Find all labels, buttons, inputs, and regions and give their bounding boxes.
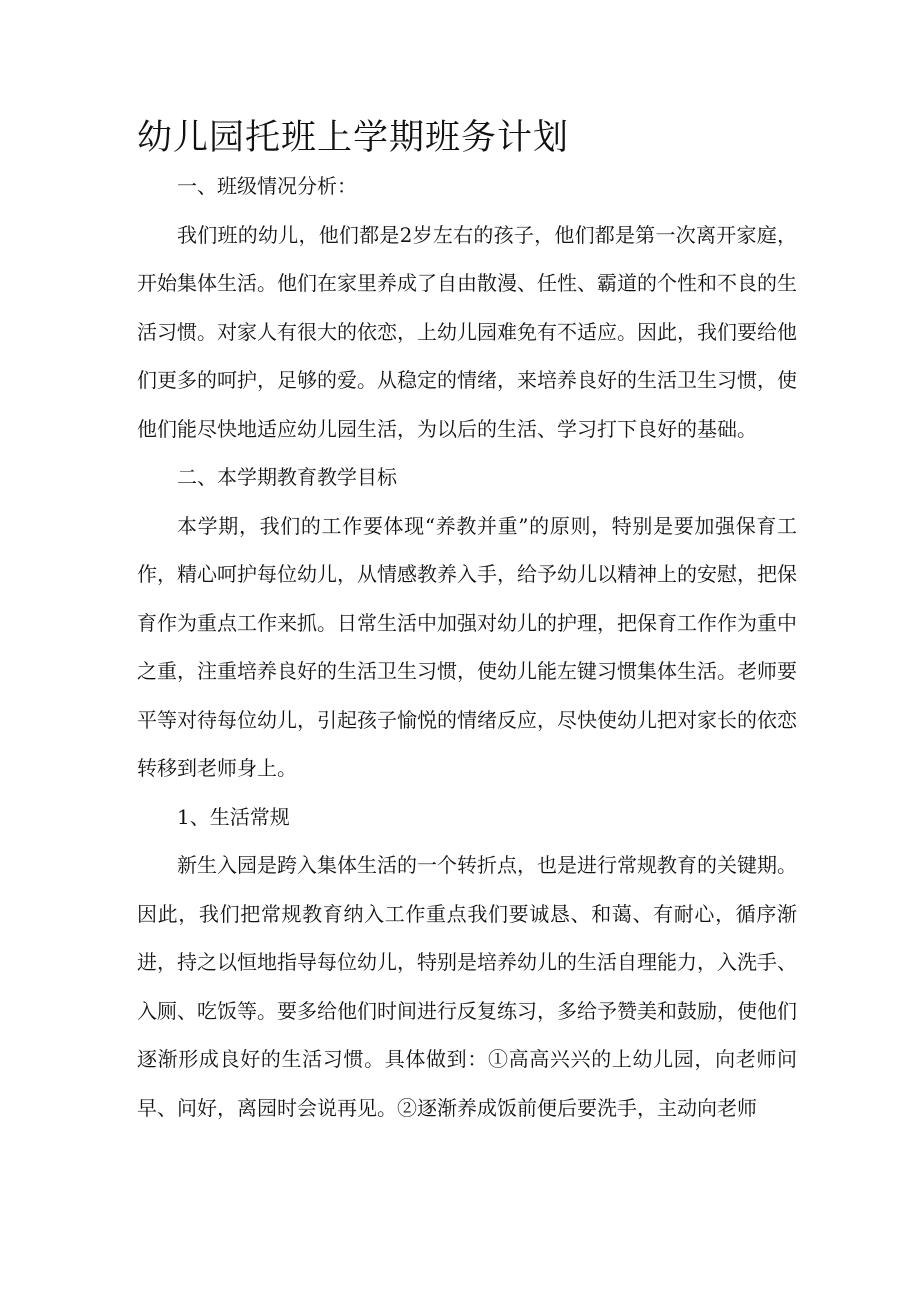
paragraph-class-analysis: 我们班的幼儿，他们都是2岁左右的孩子，他们都是第一次离开家庭，开始集体生活。他们在家里养成了自由散漫、任性、霸道的个性和不良的生活习惯。对家人有很大的依恋，上幼儿园难免有不适应。因此，我们要给他们更多的呵护，足够的爱。从稳定的情绪，来培养良好的生活卫生习惯，使他们能尽快地适应幼儿园生活，为以后的生活、学习打下良好的基础。 <box>137 222 797 441</box>
paragraph-teaching-goals: 本学期，我们的工作要体现“养教并重”的原则，特别是要加强保育工作，精心呵护每位幼儿，从情感教养入手，给予幼儿以精神上的安慰，把保育作为重点工作来抓。日常生活中加强对幼儿的护理，把保育工作作为重中之重，注重培养良好的生活卫生习惯，使幼儿能左键习惯集体生活。老师要平等对待每位幼儿，引起孩子愉悦的情绪反应，尽快使幼儿把对家长的依恋转移到老师身上。 <box>137 513 797 780</box>
document-body <box>137 162 797 1132</box>
document-title: 幼儿园托班上学期班务计划 <box>137 118 570 158</box>
section-heading-teaching-goals: 二、本学期教育教学目标 <box>177 465 397 489</box>
section-heading-class-analysis: 一、班级情况分析： <box>177 174 357 198</box>
paragraph-daily-routine: 新生入园是跨入集体生活的一个转折点，也是进行常规教育的关键期。因此，我们把常规教育纳入工作重点我们要诚恳、和蔼、有耐心，循序渐进，持之以恒地指导每位幼儿，特别是培养幼儿的生活自理能力，入洗手、入厕、吃饭等。要多给他们时间进行反复练习，多给予赞美和鼓励，使他们逐渐形成良好的生活习惯。具体做到：①高高兴兴的上幼儿园，向老师问早、问好，离园时会说再见。②逐渐养成饭前便后要洗手，主动向老师 <box>137 853 797 1120</box>
subsection-heading-daily-routine: 1、生活常规 <box>177 804 290 829</box>
